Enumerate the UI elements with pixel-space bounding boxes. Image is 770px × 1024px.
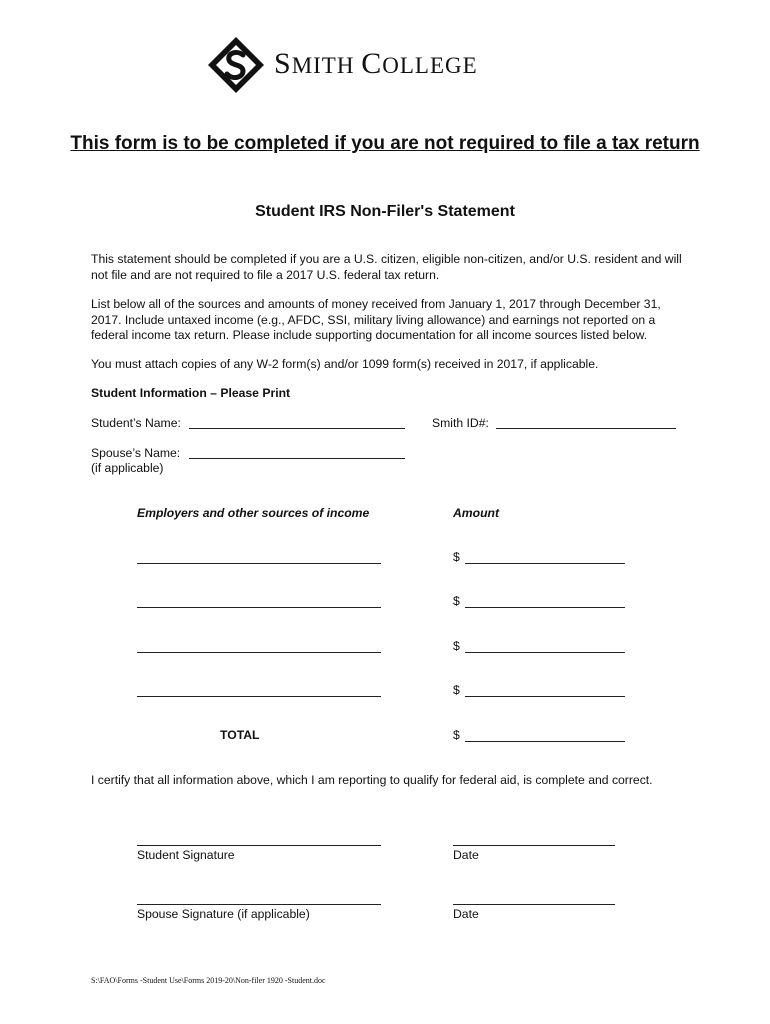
amount-field-4[interactable] <box>465 696 625 697</box>
certification-statement: I certify that all information above, which I am reporting to qualify for federal aid, is complete and correct. <box>91 773 653 787</box>
smith-college-logo-mark-icon <box>207 36 265 94</box>
income-source-field-3[interactable] <box>137 652 381 653</box>
form-subtitle: Student IRS Non-Filer's Statement <box>255 203 515 220</box>
college-name: SMITH COLLEGE <box>274 47 478 80</box>
amount-field-2[interactable] <box>465 607 625 608</box>
student-info-heading: Student Information – Please Print <box>91 386 291 400</box>
spouse-signature-field[interactable] <box>137 904 381 905</box>
amount-field-1[interactable] <box>465 563 625 564</box>
spouse-name-label: Spouse’s Name: <box>91 446 181 460</box>
currency-symbol: $ <box>453 594 460 608</box>
page-title: This form is to be completed if you are not required to file a tax return <box>70 133 700 154</box>
total-label: TOTAL <box>220 728 260 742</box>
currency-symbol: $ <box>453 639 460 653</box>
currency-symbol: $ <box>453 728 460 742</box>
currency-symbol: $ <box>453 550 460 564</box>
income-source-column-header: Employers and other sources of income <box>137 506 370 520</box>
student-date-label: Date <box>453 848 479 862</box>
amount-column-header: Amount <box>453 506 500 520</box>
smith-id-label: Smith ID#: <box>432 416 489 430</box>
spouse-name-field[interactable] <box>189 458 405 459</box>
student-signature-label: Student Signature <box>137 848 235 862</box>
file-path-footer: S:\FAO\Forms -Student Use\Forms 2019-20\Non-filer 1920 -Student.doc <box>91 976 326 985</box>
amount-field-3[interactable] <box>465 652 625 653</box>
student-date-field[interactable] <box>453 845 615 846</box>
spouse-name-note: (if applicable) <box>91 461 164 475</box>
instructions-paragraph-1: This statement should be completed if you are a U.S. citizen, eligible non-citizen, and/or U.S. resident and will not file and are not required to file a 2017 U.S. federal tax return. <box>91 252 682 282</box>
smith-id-field[interactable] <box>496 428 676 429</box>
income-source-field-1[interactable] <box>137 563 381 564</box>
total-amount-field[interactable] <box>465 741 625 742</box>
spouse-date-field[interactable] <box>453 904 615 905</box>
spouse-signature-label: Spouse Signature (if applicable) <box>137 907 310 921</box>
instructions-paragraph-2: List below all of the sources and amounts of money received from January 1, 2017 through December 31, 2017. Include untaxed income (e.g., AFDC, SSI, military living allowance) and earnings not reported on a federal income tax return. Please include supporting documentation for all income sources listed below. <box>91 297 661 342</box>
student-name-field[interactable] <box>189 428 405 429</box>
student-signature-field[interactable] <box>137 845 381 846</box>
income-source-field-2[interactable] <box>137 607 381 608</box>
spouse-date-label: Date <box>453 907 479 921</box>
student-name-label: Student’s Name: <box>91 416 181 430</box>
instructions-paragraph-3: You must attach copies of any W-2 form(s) and/or 1099 form(s) received in 2017, if applicable. <box>91 357 599 371</box>
income-source-field-4[interactable] <box>137 696 381 697</box>
currency-symbol: $ <box>453 683 460 697</box>
